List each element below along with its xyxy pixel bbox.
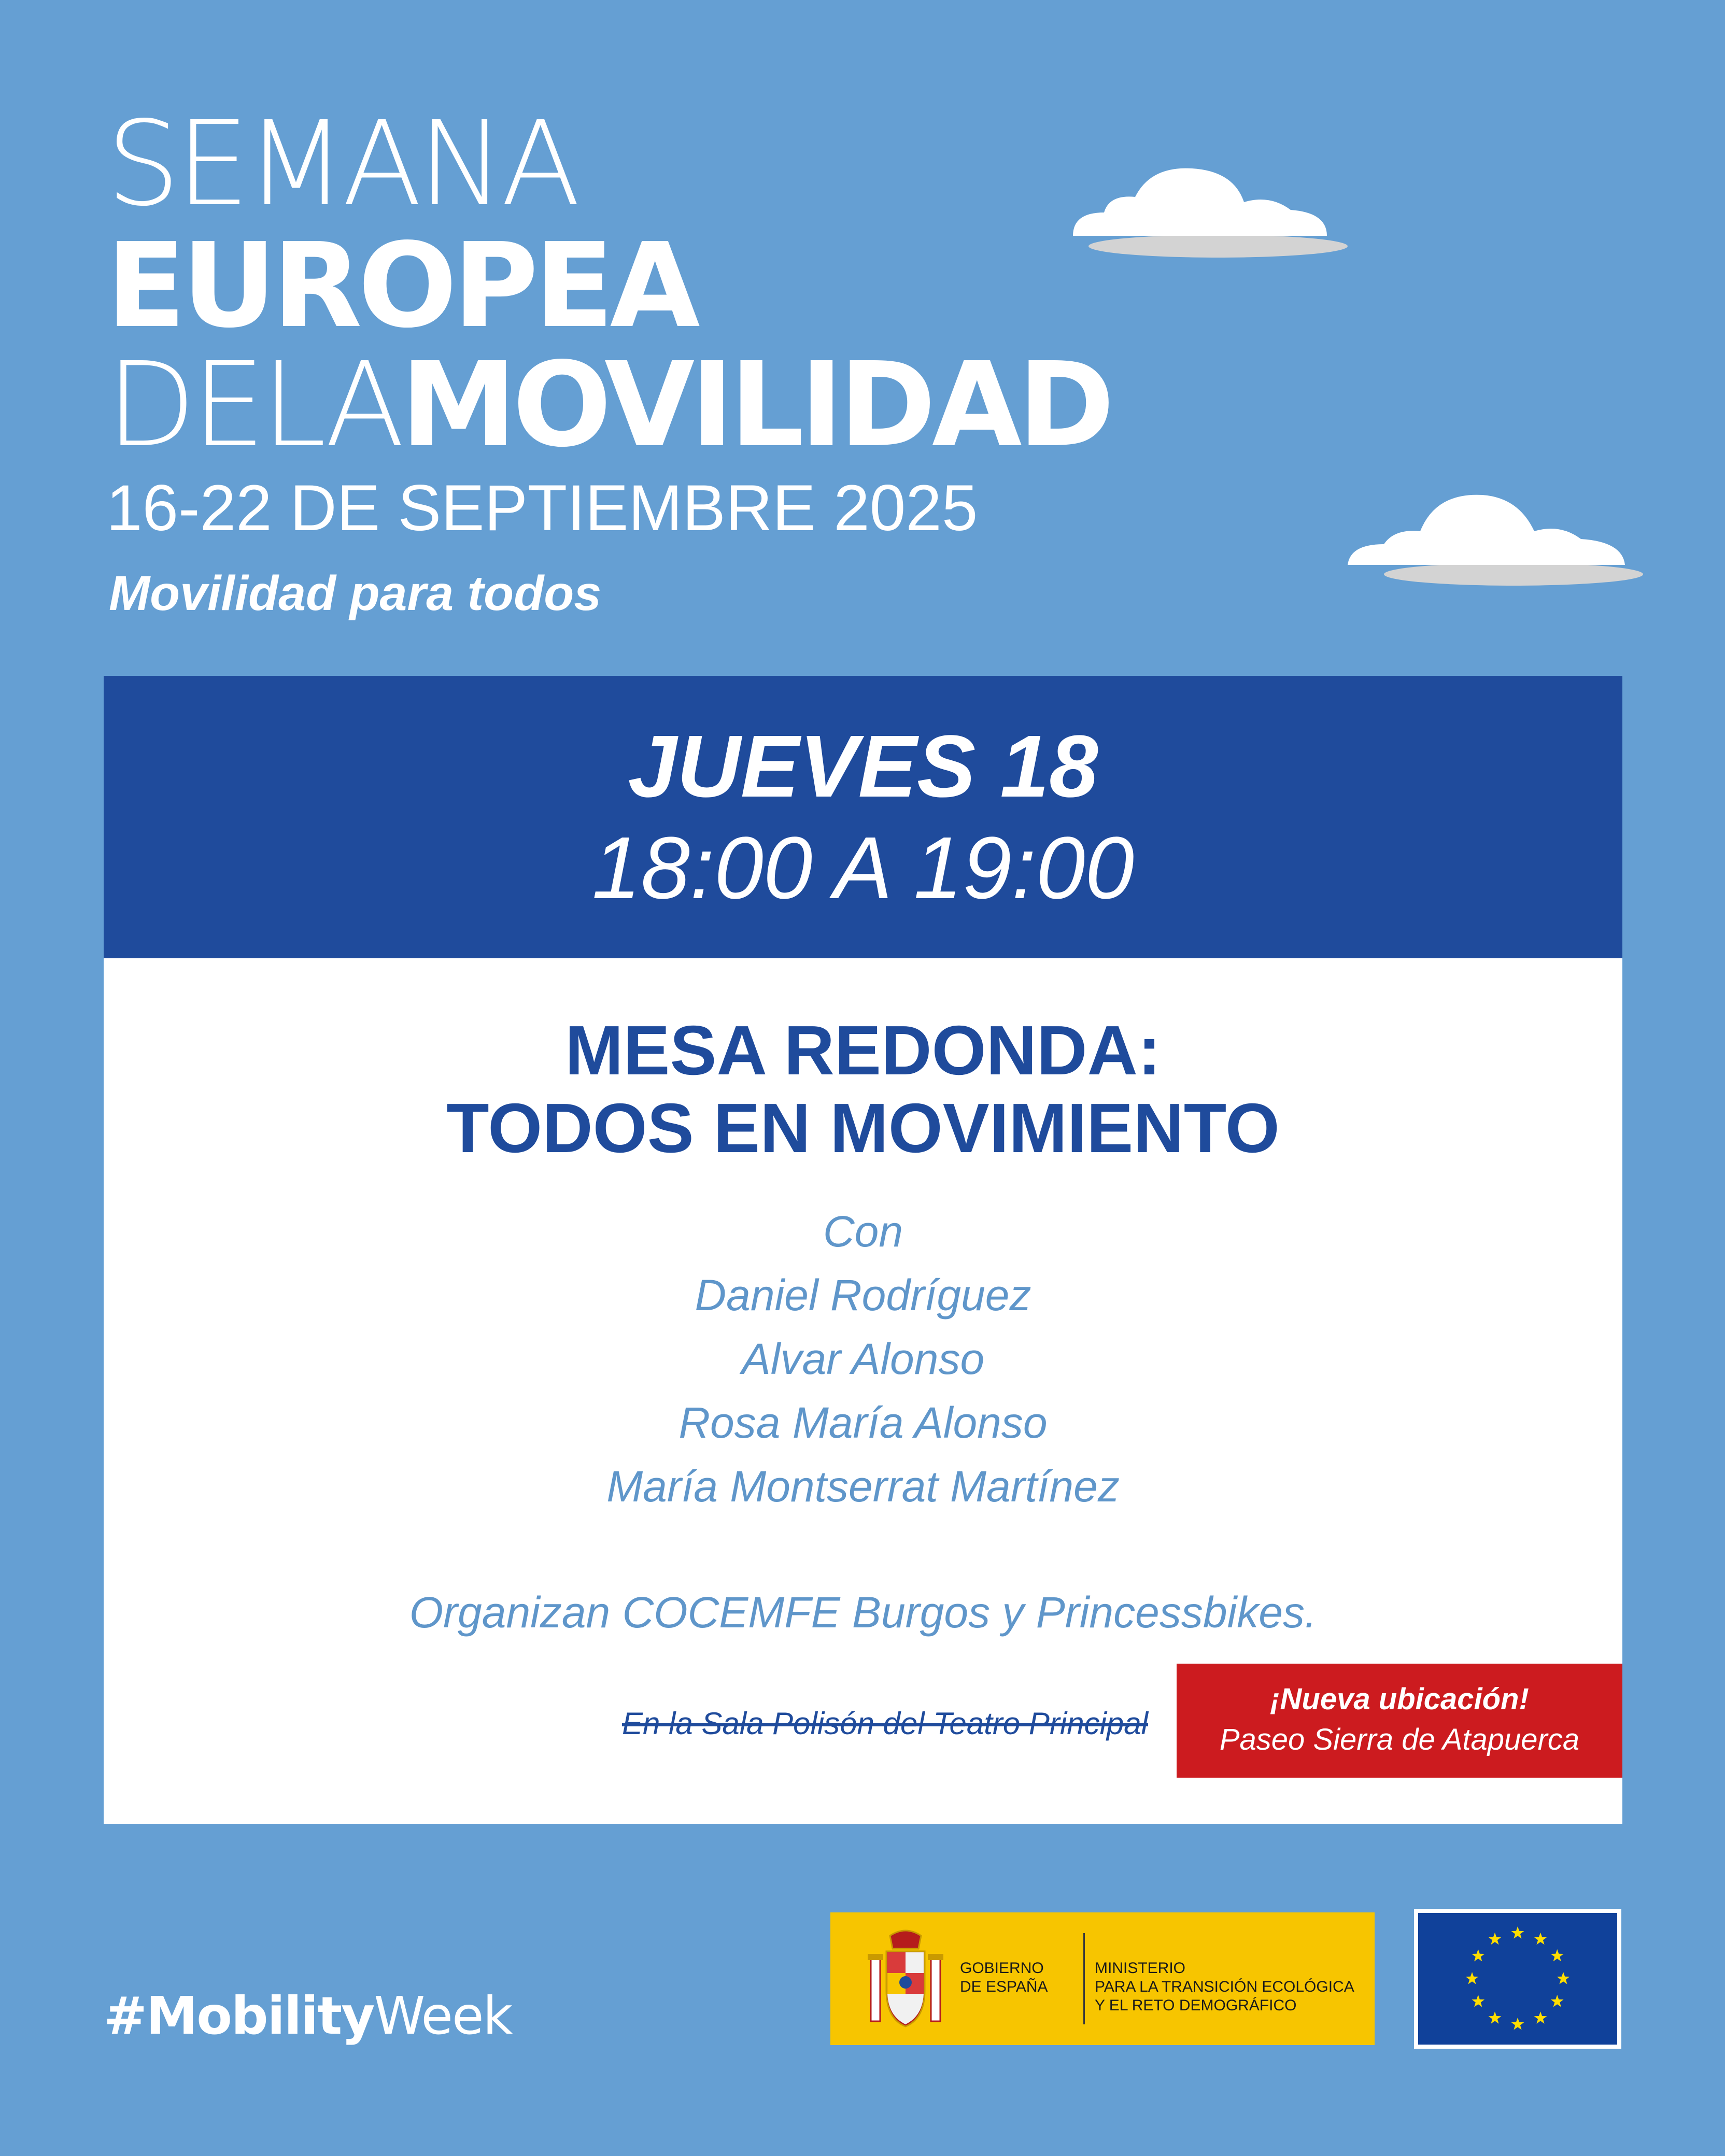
cloud-icon — [1052, 158, 1348, 262]
event-title-line1: MESA REDONDA: — [564, 1011, 1161, 1089]
title-line-semana: SEMANA — [106, 96, 577, 232]
cloud-icon — [1342, 487, 1643, 591]
new-location-badge — [1177, 1664, 1622, 1778]
old-location-struck: En la Sala Polisón del Teatro Principal — [621, 1706, 1148, 1741]
hashtag-bold: #Mobility — [104, 1985, 374, 2046]
title-line-europea: EUROPEA — [106, 218, 696, 354]
eu-star-icon — [1551, 1995, 1564, 2007]
eu-star-icon — [1511, 2018, 1524, 2030]
ministry-line1: MINISTERIO — [1095, 1960, 1186, 1977]
ministry-text — [1095, 1959, 1354, 2015]
eu-star-icon — [1489, 1933, 1502, 1945]
title-dela: DELA — [106, 337, 401, 473]
speaker-name: Daniel Rodríguez — [695, 1271, 1031, 1320]
eu-star-icon — [1472, 1949, 1484, 1962]
tagline: Movilidad para todos — [109, 566, 602, 621]
eu-star-icon — [1557, 1972, 1570, 1984]
event-day: JUEVES 18 — [628, 717, 1098, 816]
eu-star-icon — [1466, 1972, 1479, 1984]
organizers: Organizan COCEMFE Burgos y Princessbikes. — [409, 1588, 1317, 1637]
eu-star-icon — [1551, 1949, 1564, 1962]
eu-stars-ring — [1418, 1913, 1617, 2045]
title-movilidad: MOVILIDAD — [400, 337, 1111, 473]
speaker-name: Rosa María Alonso — [678, 1398, 1048, 1447]
new-location-address: Paseo Sierra de Atapuerca — [1219, 1723, 1580, 1756]
event-card — [104, 676, 1622, 1824]
event-title-line2: TODOS EN MOVIMIENTO — [446, 1089, 1280, 1167]
new-location-label: ¡Nueva ubicación! — [1270, 1682, 1529, 1716]
speaker-name: María Montserrat Martínez — [606, 1462, 1120, 1511]
hashtag-regular: Week — [374, 1985, 512, 2046]
speaker-name: Alvar Alonso — [741, 1335, 985, 1383]
ministry-line3: Y EL RETO DEMOGRÁFICO — [1095, 1997, 1297, 2014]
event-time: 18:00 A 19:00 — [591, 819, 1135, 917]
ministry-line2: PARA LA TRANSICIÓN ECOLÓGICA — [1095, 1978, 1354, 1995]
event-dates: 16-22 DE SEPTIEMBRE 2025 — [106, 472, 978, 544]
spain-coat-of-arms-icon — [867, 1928, 944, 2032]
eu-star-icon — [1534, 2011, 1547, 2024]
event-card-header — [104, 676, 1622, 958]
eu-star-icon — [1511, 1926, 1524, 1939]
eu-flag-field — [1418, 1913, 1617, 2045]
gov-line1: GOBIERNO — [960, 1960, 1044, 1977]
eu-flag-icon — [1414, 1909, 1621, 2049]
with-label: Con — [823, 1207, 903, 1256]
gov-line2: DE ESPAÑA — [960, 1978, 1048, 1995]
eu-star-icon — [1489, 2011, 1502, 2024]
gobierno-text — [960, 1959, 1048, 1996]
logo-divider — [1083, 1933, 1085, 2024]
gobierno-espana-logo — [830, 1912, 1375, 2045]
title-line-movilidad — [106, 337, 1111, 473]
eu-star-icon — [1534, 1933, 1547, 1945]
eu-star-icon — [1472, 1995, 1484, 2007]
hashtag — [104, 1985, 512, 2046]
